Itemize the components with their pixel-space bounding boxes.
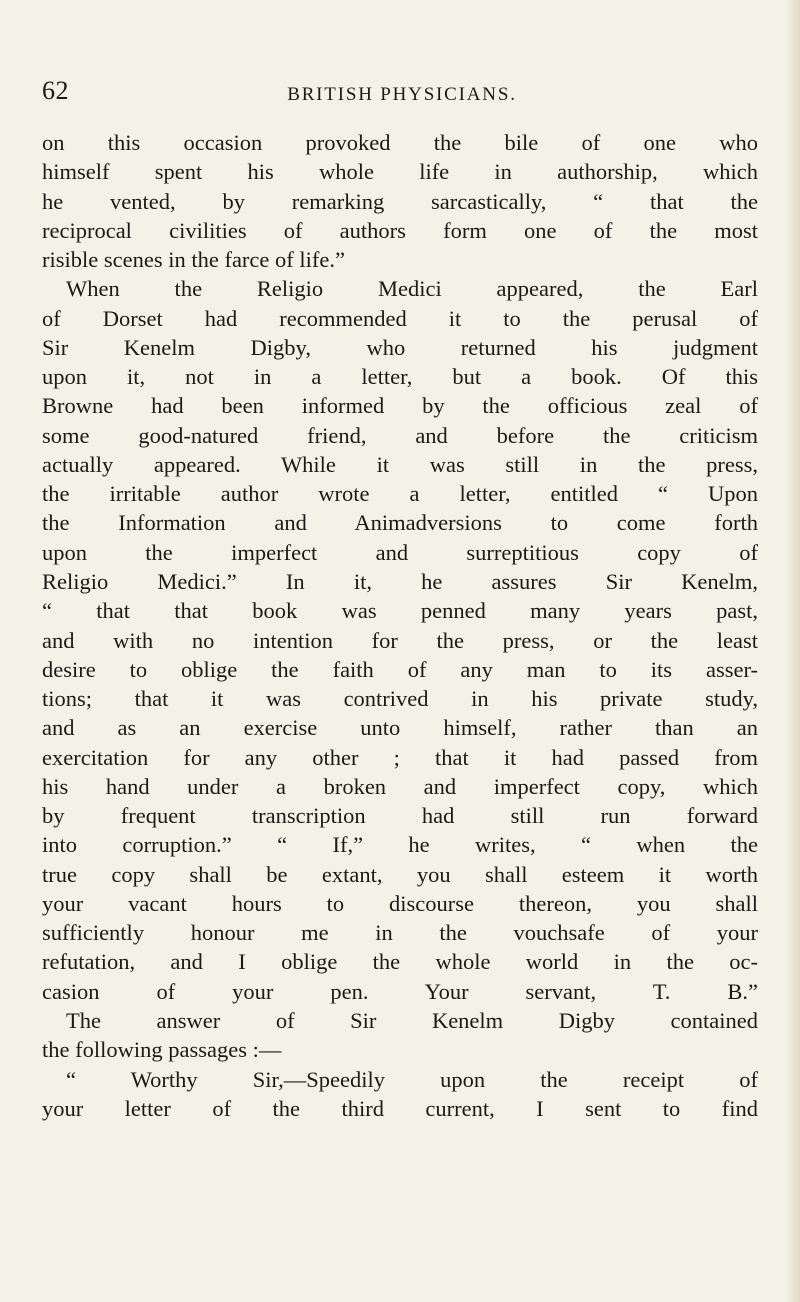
page-number: 62 [42, 76, 69, 105]
text-line: your letter of the third current, I sent to find [42, 1095, 758, 1121]
text-line: himself spent his whole life in authorship, which [42, 159, 758, 185]
text-line: actually appeared. While it was still in the press, [42, 451, 758, 477]
text-line: “ that that book was penned many years past, [42, 598, 758, 624]
text-line: The answer of Sir Kenelm Digby contained [66, 1007, 758, 1033]
text-line: refutation, and I oblige the whole world in the oc- [42, 949, 758, 975]
text-line: desire to oblige the faith of any man to its asser- [42, 656, 758, 682]
text-line: his hand under a broken and imperfect copy, which [42, 773, 758, 799]
text-line: some good-natured friend, and before the criticism [42, 422, 758, 448]
text-line: of Dorset had recommended it to the perusal of [42, 305, 758, 331]
text-line: upon it, not in a letter, but a book. Of this [42, 364, 758, 390]
page-header [42, 76, 762, 110]
text-line: reciprocal civilities of authors form one of the most [42, 217, 758, 243]
text-line: “ Worthy Sir,—Speedily upon the receipt of [66, 1066, 758, 1092]
text-line: casion of your pen. Your servant, T. B.” [42, 978, 758, 1004]
text-line: and with no intention for the press, or the least [42, 627, 758, 653]
text-line: and as an exercise unto himself, rather than an [42, 715, 758, 741]
text-line: the irritable author wrote a letter, entitled “ Upon [42, 481, 758, 507]
running-head: BRITISH PHYSICIANS. [287, 84, 517, 105]
text-line: Browne had been informed by the officious zeal of [42, 393, 758, 419]
text-line: tions; that it was contrived in his private study, [42, 686, 758, 712]
text-line: risible scenes in the farce of life.” [42, 247, 345, 273]
text-line: upon the imperfect and surreptitious copy of [42, 539, 758, 565]
text-line: he vented, by remarking sarcastically, “ that the [42, 188, 758, 214]
text-line: Religio Medici.” In it, he assures Sir Kenelm, [42, 568, 758, 594]
text-line: by frequent transcription had still run forward [42, 803, 758, 829]
body-text [42, 128, 758, 1123]
text-line: your vacant hours to discourse thereon, you shall [42, 890, 758, 916]
text-line: into corruption.” “ If,” he writes, “ when the [42, 832, 758, 858]
text-line: true copy shall be extant, you shall esteem it worth [42, 861, 758, 887]
text-line: the following passages :— [42, 1037, 282, 1063]
text-line: exercitation for any other ; that it had passed from [42, 744, 758, 770]
text-line: When the Religio Medici appeared, the Earl [66, 276, 758, 302]
text-line: Sir Kenelm Digby, who returned his judgment [42, 334, 758, 360]
text-line: sufficiently honour me in the vouchsafe of your [42, 920, 758, 946]
text-line: the Information and Animadversions to come forth [42, 510, 758, 536]
text-line: on this occasion provoked the bile of one who [42, 130, 758, 155]
page-edge-shadow [786, 0, 800, 1302]
